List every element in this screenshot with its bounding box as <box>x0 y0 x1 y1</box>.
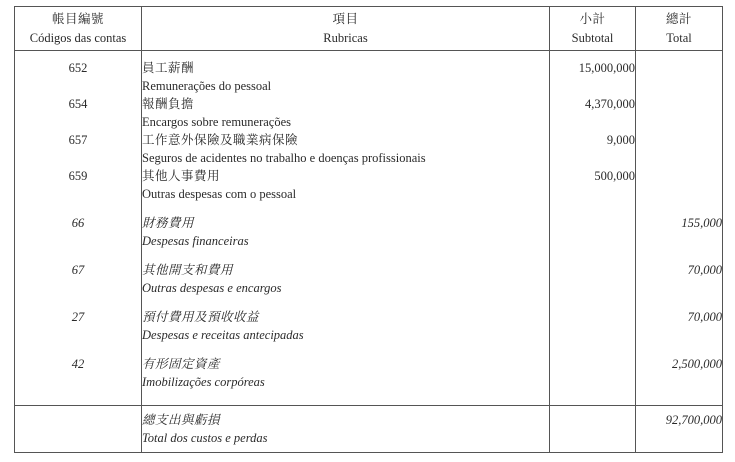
item-label-zh: 其他開支和費用 <box>142 263 234 277</box>
header-item-zh: 項目 <box>332 11 359 26</box>
header-total <box>636 7 723 51</box>
header-subtotal <box>550 7 636 51</box>
item-label-zh: 預付費用及預收收益 <box>142 310 260 324</box>
item-label-zh: 工作意外保險及職業病保險 <box>142 133 299 147</box>
total-value <box>636 131 723 167</box>
item-label-zh: 有形固定資產 <box>142 357 221 371</box>
account-code: 67 <box>15 250 142 297</box>
accounts-table <box>14 6 723 453</box>
item-label-pt: Encargos sobre remunerações <box>142 115 292 129</box>
table-row <box>15 203 723 250</box>
account-code: 657 <box>15 131 142 167</box>
grand-total-label-pt: Total dos custos e perdas <box>142 431 268 445</box>
item-label-pt: Outras despesas e encargos <box>142 281 282 295</box>
header-item <box>142 7 550 51</box>
account-code: 652 <box>15 51 142 96</box>
item-label-pt: Remunerações do pessoal <box>142 79 272 93</box>
grand-total-subtotal <box>550 406 636 453</box>
subtotal-value: 9,000 <box>550 131 636 167</box>
grand-total-label-zh: 總支出與虧損 <box>142 413 221 427</box>
item-label-pt: Imobilizações corpóreas <box>142 375 265 389</box>
account-code: 659 <box>15 167 142 203</box>
table-row <box>15 131 723 167</box>
item-label-zh: 財務費用 <box>142 216 195 230</box>
header-code <box>15 7 142 51</box>
item-label-zh: 報酬負擔 <box>142 97 195 111</box>
header-total-pt: Total <box>666 30 692 45</box>
subtotal-value <box>550 344 636 406</box>
header-item-pt: Rubricas <box>323 30 368 45</box>
item-label-zh: 員工薪酬 <box>142 61 195 75</box>
header-code-zh: 帳目編號 <box>51 11 104 26</box>
header-total-zh: 總計 <box>665 11 692 26</box>
table-row <box>15 344 723 406</box>
account-code: 66 <box>15 203 142 250</box>
account-code: 27 <box>15 297 142 344</box>
total-value <box>636 167 723 203</box>
total-value: 70,000 <box>636 297 723 344</box>
item-label-pt: Seguros de acidentes no trabalho e doenças profissionais <box>142 151 426 165</box>
header-subtotal-zh: 小計 <box>579 11 606 26</box>
header-subtotal-pt: Subtotal <box>571 30 614 45</box>
account-code: 654 <box>15 95 142 131</box>
grand-total-value: 92,700,000 <box>636 406 723 453</box>
header-row <box>15 7 723 51</box>
total-value <box>636 95 723 131</box>
subtotal-value <box>550 297 636 344</box>
subtotal-value <box>550 203 636 250</box>
total-value <box>636 51 723 96</box>
total-value: 70,000 <box>636 250 723 297</box>
table-row <box>15 297 723 344</box>
item-label-pt: Despesas financeiras <box>142 234 249 248</box>
item-label-pt: Outras despesas com o pessoal <box>142 187 297 201</box>
total-value: 2,500,000 <box>636 344 723 406</box>
subtotal-value: 4,370,000 <box>550 95 636 131</box>
header-code-pt: Códigos das contas <box>29 30 127 45</box>
item-label-pt: Despesas e receitas antecipadas <box>142 328 304 342</box>
item-label-zh: 其他人事費用 <box>142 169 221 183</box>
table-row <box>15 95 723 131</box>
table-row <box>15 250 723 297</box>
table-row <box>15 167 723 203</box>
subtotal-value: 15,000,000 <box>550 51 636 96</box>
subtotal-value <box>550 250 636 297</box>
table-row <box>15 51 723 96</box>
account-code: 42 <box>15 344 142 406</box>
grand-total-code <box>15 406 142 453</box>
subtotal-value: 500,000 <box>550 167 636 203</box>
total-value: 155,000 <box>636 203 723 250</box>
grand-total-row <box>15 406 723 453</box>
